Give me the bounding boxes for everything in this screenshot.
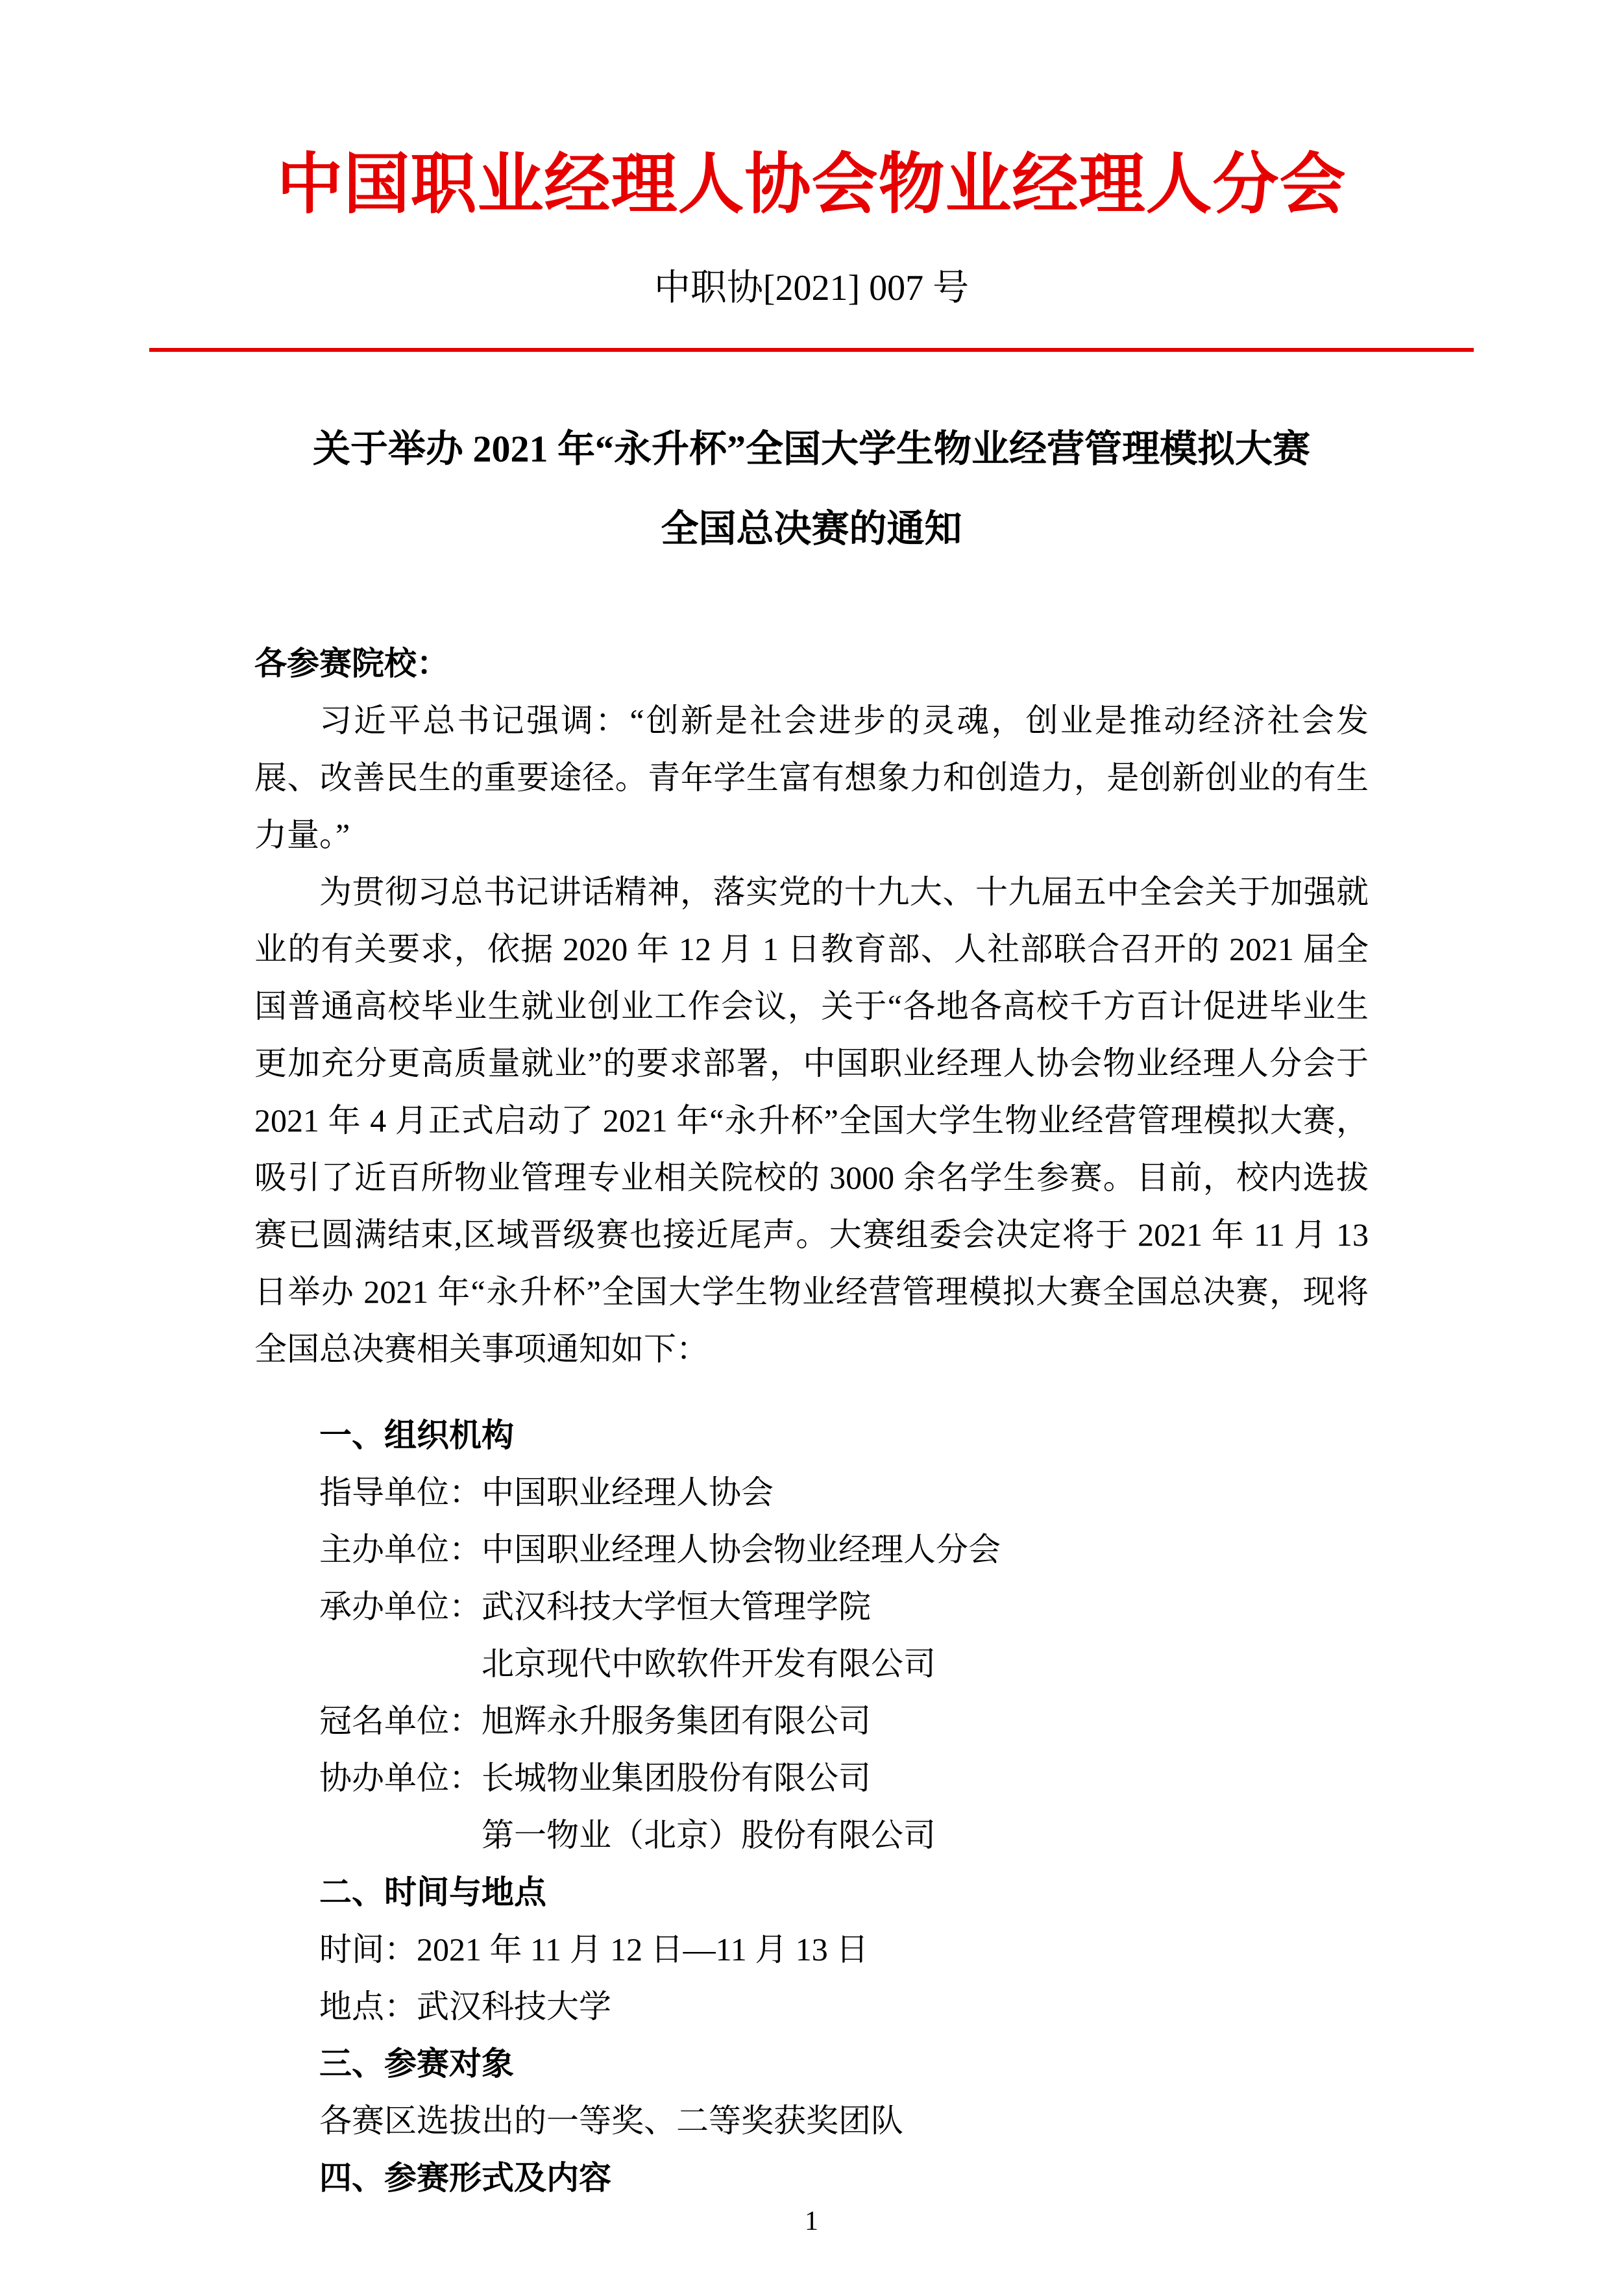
section-heading-organization: 一、组织机构 bbox=[319, 1416, 514, 1453]
org-item-guiding-unit: 指导单位：中国职业经理人协会 bbox=[319, 1474, 774, 1511]
place-item: 地点：武汉科技大学 bbox=[319, 1988, 611, 2025]
time-item: 时间：2021 年 11 月 12 日—11 月 13 日 bbox=[319, 1931, 869, 1968]
document-number: 中职协[2021] 007 号 bbox=[653, 268, 970, 309]
org-item-organizer-unit: 承办单位：武汉科技大学恒大管理学院 bbox=[319, 1588, 871, 1625]
paragraph-1: 习近平总书记强调：“创新是社会进步的灵魂，创业是推动经济社会发展、改善民生的重要途径。青年学生富有想象力和创造力，是创新创业的有生力量。” bbox=[254, 702, 1369, 853]
participants-item: 各赛区选拔出的一等奖、二等奖获奖团队 bbox=[319, 2102, 903, 2139]
notice-title-line-2: 全国总决赛的通知 bbox=[661, 508, 962, 550]
header-divider-line bbox=[149, 348, 1474, 352]
org-item-co-organizer-unit: 协办单位：长城物业集团股份有限公司 bbox=[319, 1759, 871, 1796]
salutation: 各参赛院校： bbox=[254, 645, 449, 682]
org-item-host-unit: 主办单位：中国职业经理人协会物业经理人分会 bbox=[319, 1531, 1001, 1568]
page-number: 1 bbox=[805, 2206, 818, 2236]
notice-sections bbox=[254, 1407, 1369, 2206]
paragraph-2: 为贯彻习总书记讲话精神，落实党的十九大、十九届五中全会关于加强就业的有关要求，依据 2020 年 12 月 1 日教育部、人社部联合召开的 2021 届全国普通高校毕业生就业创业工作会议，关于“各地各高校千方百计促进毕业生更加充分更高质量就业”的要求部署，中国职业经理人协会物业经理人分会于 2021 年 4 月正式启动了 2021 年“永升杯”全国大学生物业经营管理模拟大赛，吸引了近百所物业管理专业相关院校的 3000 余名学生参赛。目前，校内选拔赛已圆满结束,区域晋级赛也接近尾声。大赛组委会决定将于 2021 年 11 月 13 日举办 2021 年“永升杯”全国大学生物业经营管理模拟大赛全国总决赛，现将全国总决赛相关事项通知如下： bbox=[254, 873, 1369, 1367]
document-body bbox=[0, 425, 1623, 2206]
notice-title bbox=[254, 425, 1369, 554]
section-heading-format-content: 四、参赛形式及内容 bbox=[319, 2159, 611, 2196]
org-item-title-sponsor-unit: 冠名单位：旭辉永升服务集团有限公司 bbox=[319, 1702, 871, 1739]
issuing-org-title: 中国职业经理人协会物业经理人分会 bbox=[276, 149, 1347, 222]
org-item-co-organizer-unit-2: 第一物业（北京）股份有限公司 bbox=[482, 1816, 936, 1853]
section-heading-time-place: 二、时间与地点 bbox=[319, 1873, 546, 1910]
notice-title-line-1: 关于举办 2021 年“永升杯”全国大学生物业经营管理模拟大赛 bbox=[312, 427, 1310, 470]
document-header bbox=[0, 0, 1623, 352]
section-heading-participants: 三、参赛对象 bbox=[319, 2045, 514, 2082]
org-item-organizer-unit-2: 北京现代中欧软件开发有限公司 bbox=[482, 1645, 936, 1682]
